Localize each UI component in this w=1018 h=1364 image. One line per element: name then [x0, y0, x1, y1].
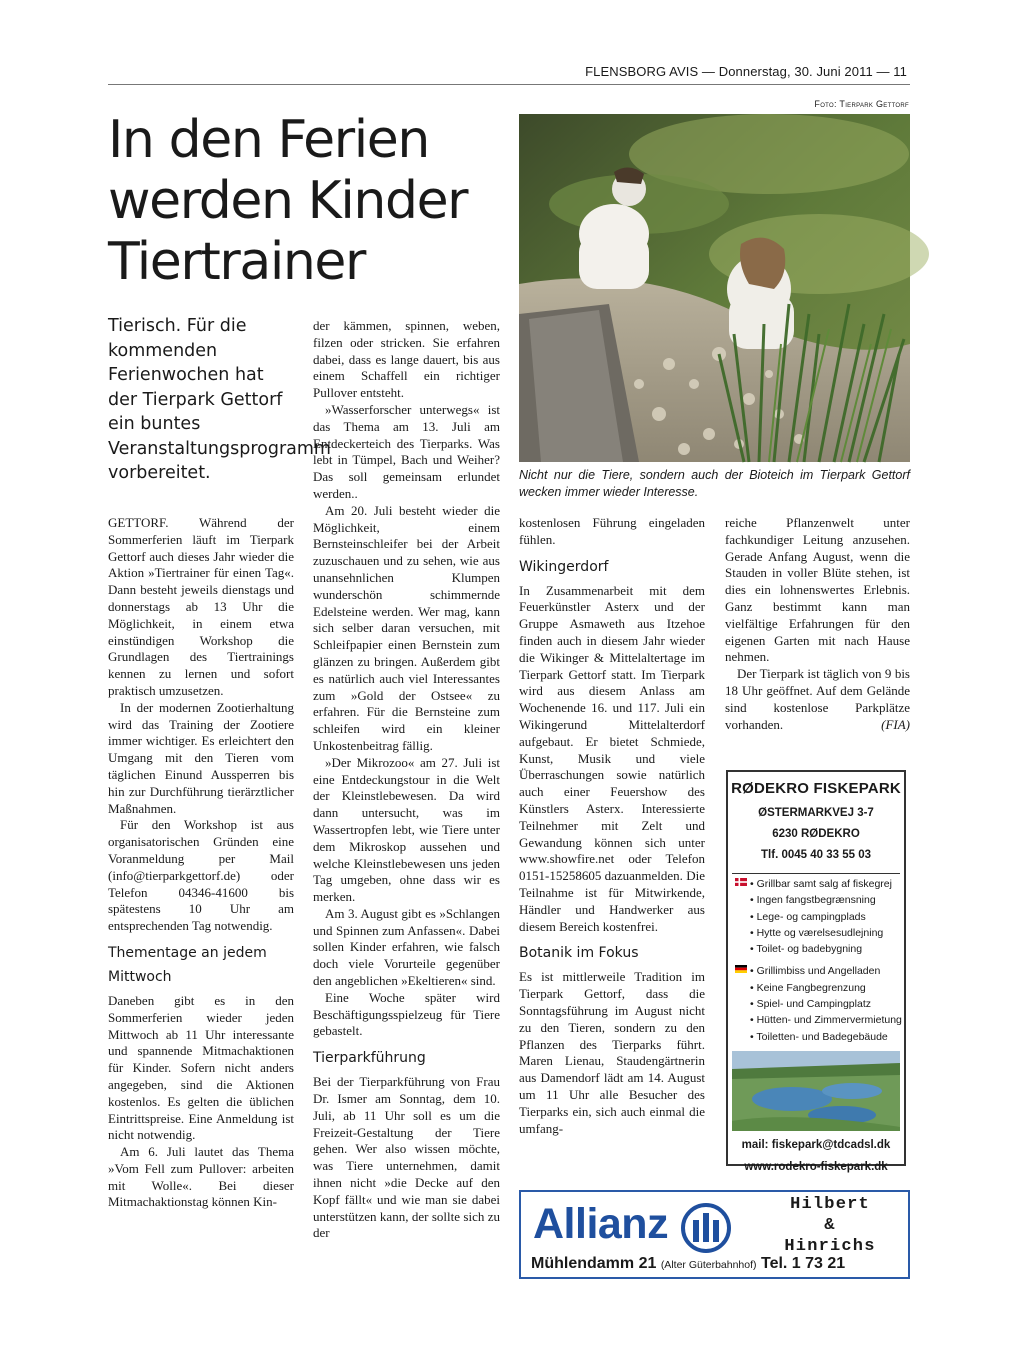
headline-line-2: werden Kinder — [108, 171, 468, 231]
author-initials: (FIA) — [881, 716, 910, 732]
subheading-thementage: Thementage an jedem Mittwoch — [108, 944, 267, 985]
ad-email[interactable]: mail: fiskepark@tdcadsl.dk — [741, 1138, 891, 1151]
list-item: • Grillbar samt salg af fiskegrej — [750, 876, 904, 892]
article-column-2 — [313, 318, 500, 1242]
ad-footer — [531, 1255, 901, 1273]
ad-phone: Tel. 1 73 21 — [760, 1255, 846, 1272]
ad-website[interactable]: www.rodekro-fiskepark.dk — [744, 1160, 888, 1173]
ad-note: (Alter Güterbahnhof) — [660, 1259, 757, 1271]
photo-credit: Foto: Tierpark Gettorf — [814, 99, 909, 109]
headline — [108, 110, 508, 293]
agency-name-line-1: Hilbert — [790, 1195, 870, 1214]
agency-name-ampersand: & — [824, 1216, 836, 1235]
paragraph: Am 6. Juli lautet das Thema »Vom Fell zum Pullover: arbeiten mit Wolle«. Bei dieser Mitmachaktionstag können Kin- — [108, 1144, 294, 1210]
paragraph: Eine Woche später wird Beschäftigungsspielzeug für Tiere gebastelt. — [313, 989, 500, 1039]
headline-line-1: In den Ferien — [108, 110, 429, 170]
article-column-3 — [519, 515, 705, 1137]
paragraph — [725, 666, 910, 733]
agency-name-line-2: Hinrichs — [784, 1237, 876, 1256]
article-photo — [519, 114, 910, 462]
agency-name — [755, 1194, 905, 1257]
list-item: • Spiel- und Campingplatz — [750, 996, 904, 1012]
german-list — [728, 963, 904, 1044]
headline-line-3: Tiertrainer — [108, 232, 365, 292]
paragraph: »Der Mikrozoo« am 27. Juli ist eine Entdeckungstour in die Welt der Kleinstlebewesen. Da wird dann untersucht, was im Wassertropfen lebt, wie Tiere unter dem Mikroskop aussehen und welche Kleinstlebewesen uns jeden Tag umgeben, ohne dass wir es merken. — [313, 754, 500, 905]
danish-flag-icon — [735, 878, 747, 886]
ad-phone: Tlf. 0045 40 33 55 03 — [761, 849, 871, 861]
header-rule — [108, 84, 910, 85]
ad-divider — [732, 873, 900, 874]
list-item: • Hütten- und Zimmervermietung — [750, 1012, 904, 1028]
paragraph: In der modernen Zootierhaltung wird das Training der Zootiere immer wichtiger. Es erleichtert den Umgang mit den Tieren vom täglichen Einund Aussperren bis hin zur Durchführung tierärztlicher Maßnahmen. — [108, 699, 294, 816]
ad-street: ØSTERMARKVEJ 3-7 — [758, 807, 874, 819]
subheading-botanik: Botanik im Fokus — [519, 945, 639, 962]
ad-fiskepark[interactable] — [726, 770, 906, 1173]
pond-children-photo — [519, 114, 910, 462]
paragraph-text: Der Tierpark ist täglich von 9 bis 18 Uhr geöffnet. Auf dem Gelände sind kostenlose Parkplätze vorhanden. — [725, 666, 910, 732]
paragraph: der kämmen, spinnen, weben, filzen oder stricken. Sie erfahren dabei, dass es lange dauert, bis aus einem Schaffell ein richtiger Pullover entsteht. — [313, 318, 500, 401]
list-item: • Grillimbiss und Angelladen — [750, 963, 904, 979]
paragraph: Daneben gibt es in den Sommerferien wieder jeden Mittwoch ab 11 Uhr interessante und spannende Mitmachaktionen für Kinder. Sofern nicht anders angegeben, sind die Aktionen kostenlos. Es gelten die üblichen Eintrittspreise. Eine Anmeldung ist nicht notwendig. — [108, 992, 294, 1143]
running-head: FLENSBORG AVIS — Donnerstag, 30. Juni 2011 — 11 — [585, 64, 907, 79]
article-column-1 — [108, 515, 294, 1211]
list-item: • Keine Fangbegrenzung — [750, 980, 904, 996]
paragraph: »Wasserforscher unterwegs« ist das Thema am 13. Juli am Entdeckerteich des Tierparks. Was lebt in Tümpel, Bach und Weiher? Das soll gemeinsam erlundet werden.. — [313, 401, 500, 501]
list-item: • Hytte og værelsesudlejning — [750, 925, 904, 941]
paragraph: Bei der Tierparkführung von Frau Dr. Ismer am Sonntag, dem 10. Juli, ab 11 Uhr soll es um die Freizeit-Gestaltung der Tiere gehen. Wer also wissen möchte, was Tiere unternehmen, damit ihnen nicht »die Decke auf den Kopf fällt« und wie man sie dabei unterstützen kann, der sollte sich zu der — [313, 1074, 500, 1241]
list-item: • Lege- og campingplads — [750, 909, 904, 925]
danish-list — [728, 876, 904, 957]
article-column-4 — [725, 515, 910, 733]
paragraph: Für den Workshop ist aus organisatorischen Gründen eine Voranmeldung per Mail (info@tierparkgettorf.de) oder Telefon 04346-41600 bis spätestens 10 Uhr am entsprechenden Tag notwendig. — [108, 817, 294, 934]
ad-name: RØDEKRO FISKEPARK — [731, 780, 901, 797]
paragraph: Am 20. Juli besteht wieder die Möglichkeit, einem Bernsteinschleifer bei der Arbeit zuzuschauen und zu sehen, wie aus unansehnlichen Klumpen wunderschön schimmernde Edelsteine werden. Wer mag, kann sich selber daran versuchen, mit Schleifpapier einen Bernstein zum glänzen zu bringen. Außerdem gibt es natürlich auch viel Interessantes zum »Gold der Ostsee« zu erfahren. Für die Bernsteine zum schleifen wird ein kleiner Unkostenbeitrag fällig. — [313, 502, 500, 753]
german-flag-icon — [735, 965, 747, 973]
paragraph: GETTORF. Während der Sommerferien läuft im Tierpark Gettorf auch dieses Jahr wieder die Aktion »Tiertrainer für einen Tag«. Dann besteht jeweils dienstags und donnerstags ab 13 Uhr die Möglichkeit, in einem etwa einstündigen Workshop die Grundlagen des Tiertrainings kennen zu lernen und sofort praktisch umzusetzen. — [108, 515, 294, 698]
list-item: • Toilet- og badebygning — [750, 941, 904, 957]
ad-street: Mühlendamm 21 — [531, 1255, 657, 1272]
aerial-lake-image — [732, 1051, 900, 1131]
lead-paragraph: Tierisch. Für die kommenden Ferienwochen hat der Tierpark Gettorf ein buntes Veranstaltungsprogramm vorbereitet. — [108, 316, 331, 483]
subheading-wikingerdorf: Wikingerdorf — [519, 558, 609, 575]
allianz-logo-icon — [680, 1202, 732, 1254]
allianz-brand: Allianz — [533, 1200, 669, 1248]
paragraph: In Zusammenarbeit mit dem Feuerkünstler Asterx und der Gruppe Asmaweth aus Itzehoe finden auch in diesem Jahr wieder die Wikinger & Mittelaltertage im Tierpark Gettorf statt. Im Tierpark wird aus diesem Anlass am Wochenende 16. und 117. Juli ein Wikingerund Mittelalterdorf aufgebaut. Er bietet Schmiede, Kunst, Musik und viele Überraschungen sowie natürlich auch einer Feuershow des Künstlers Asterx. Interessierte Teilnehmer mit Zelt und Gewandung können sich unter www.showfire.net oder Telefon 0151-15258605 dazuanmelden. Die Teilnahme ist für Mitwirkende, Händler und Handwerker aus diesem Bereich kostenfrei. — [519, 582, 705, 934]
photo-caption: Nicht nur die Tiere, sondern auch der Bioteich im Tierpark Gettorf wecken immer wieder Interesse. — [519, 468, 910, 499]
list-item: • Ingen fangstbegrænsning — [750, 892, 904, 908]
paragraph: Am 3. August gibt es »Schlangen und Spinnen zum Anfassen«. Dabei sollen Kinder erfahren, wie falsch doch viele Vorurteile gegenüber den angeblichen »Ekeltieren« sind. — [313, 905, 500, 989]
list-item: • Toiletten- und Badegebäude — [750, 1029, 904, 1045]
aerial-photo — [732, 1051, 900, 1131]
ad-allianz[interactable] — [519, 1190, 910, 1279]
ad-city: 6230 RØDEKRO — [772, 828, 860, 840]
paragraph: reiche Pflanzenwelt unter fachkundiger Leitung anzusehen. Gerade Anfang August, wenn die Stauden in voller Blüte stehen, ist dies ein lohnenswertes Erlebnis. Ganz bestimmt kann man vielfältige Erfahrungen für den eigenen Garten mit nach Hause nehmen. — [725, 515, 910, 665]
paragraph: Es ist mittlerweile Tradition im Tierpark Gettorf, dass die Sonntagsführung im August nicht zu den Tieren, sondern zu den Pflanzen des Tierparks führt. Maren Lienau, Staudengärtnerin aus Damendorf lädt am 14. August um 11 Uhr alle Besucher des Tierparks ein, sich auch einmal die umfang- — [519, 969, 705, 1136]
paragraph: kostenlosen Führung eingeladen fühlen. — [519, 515, 705, 547]
subheading-tierparkfuehrung: Tierparkführung — [313, 1050, 426, 1067]
